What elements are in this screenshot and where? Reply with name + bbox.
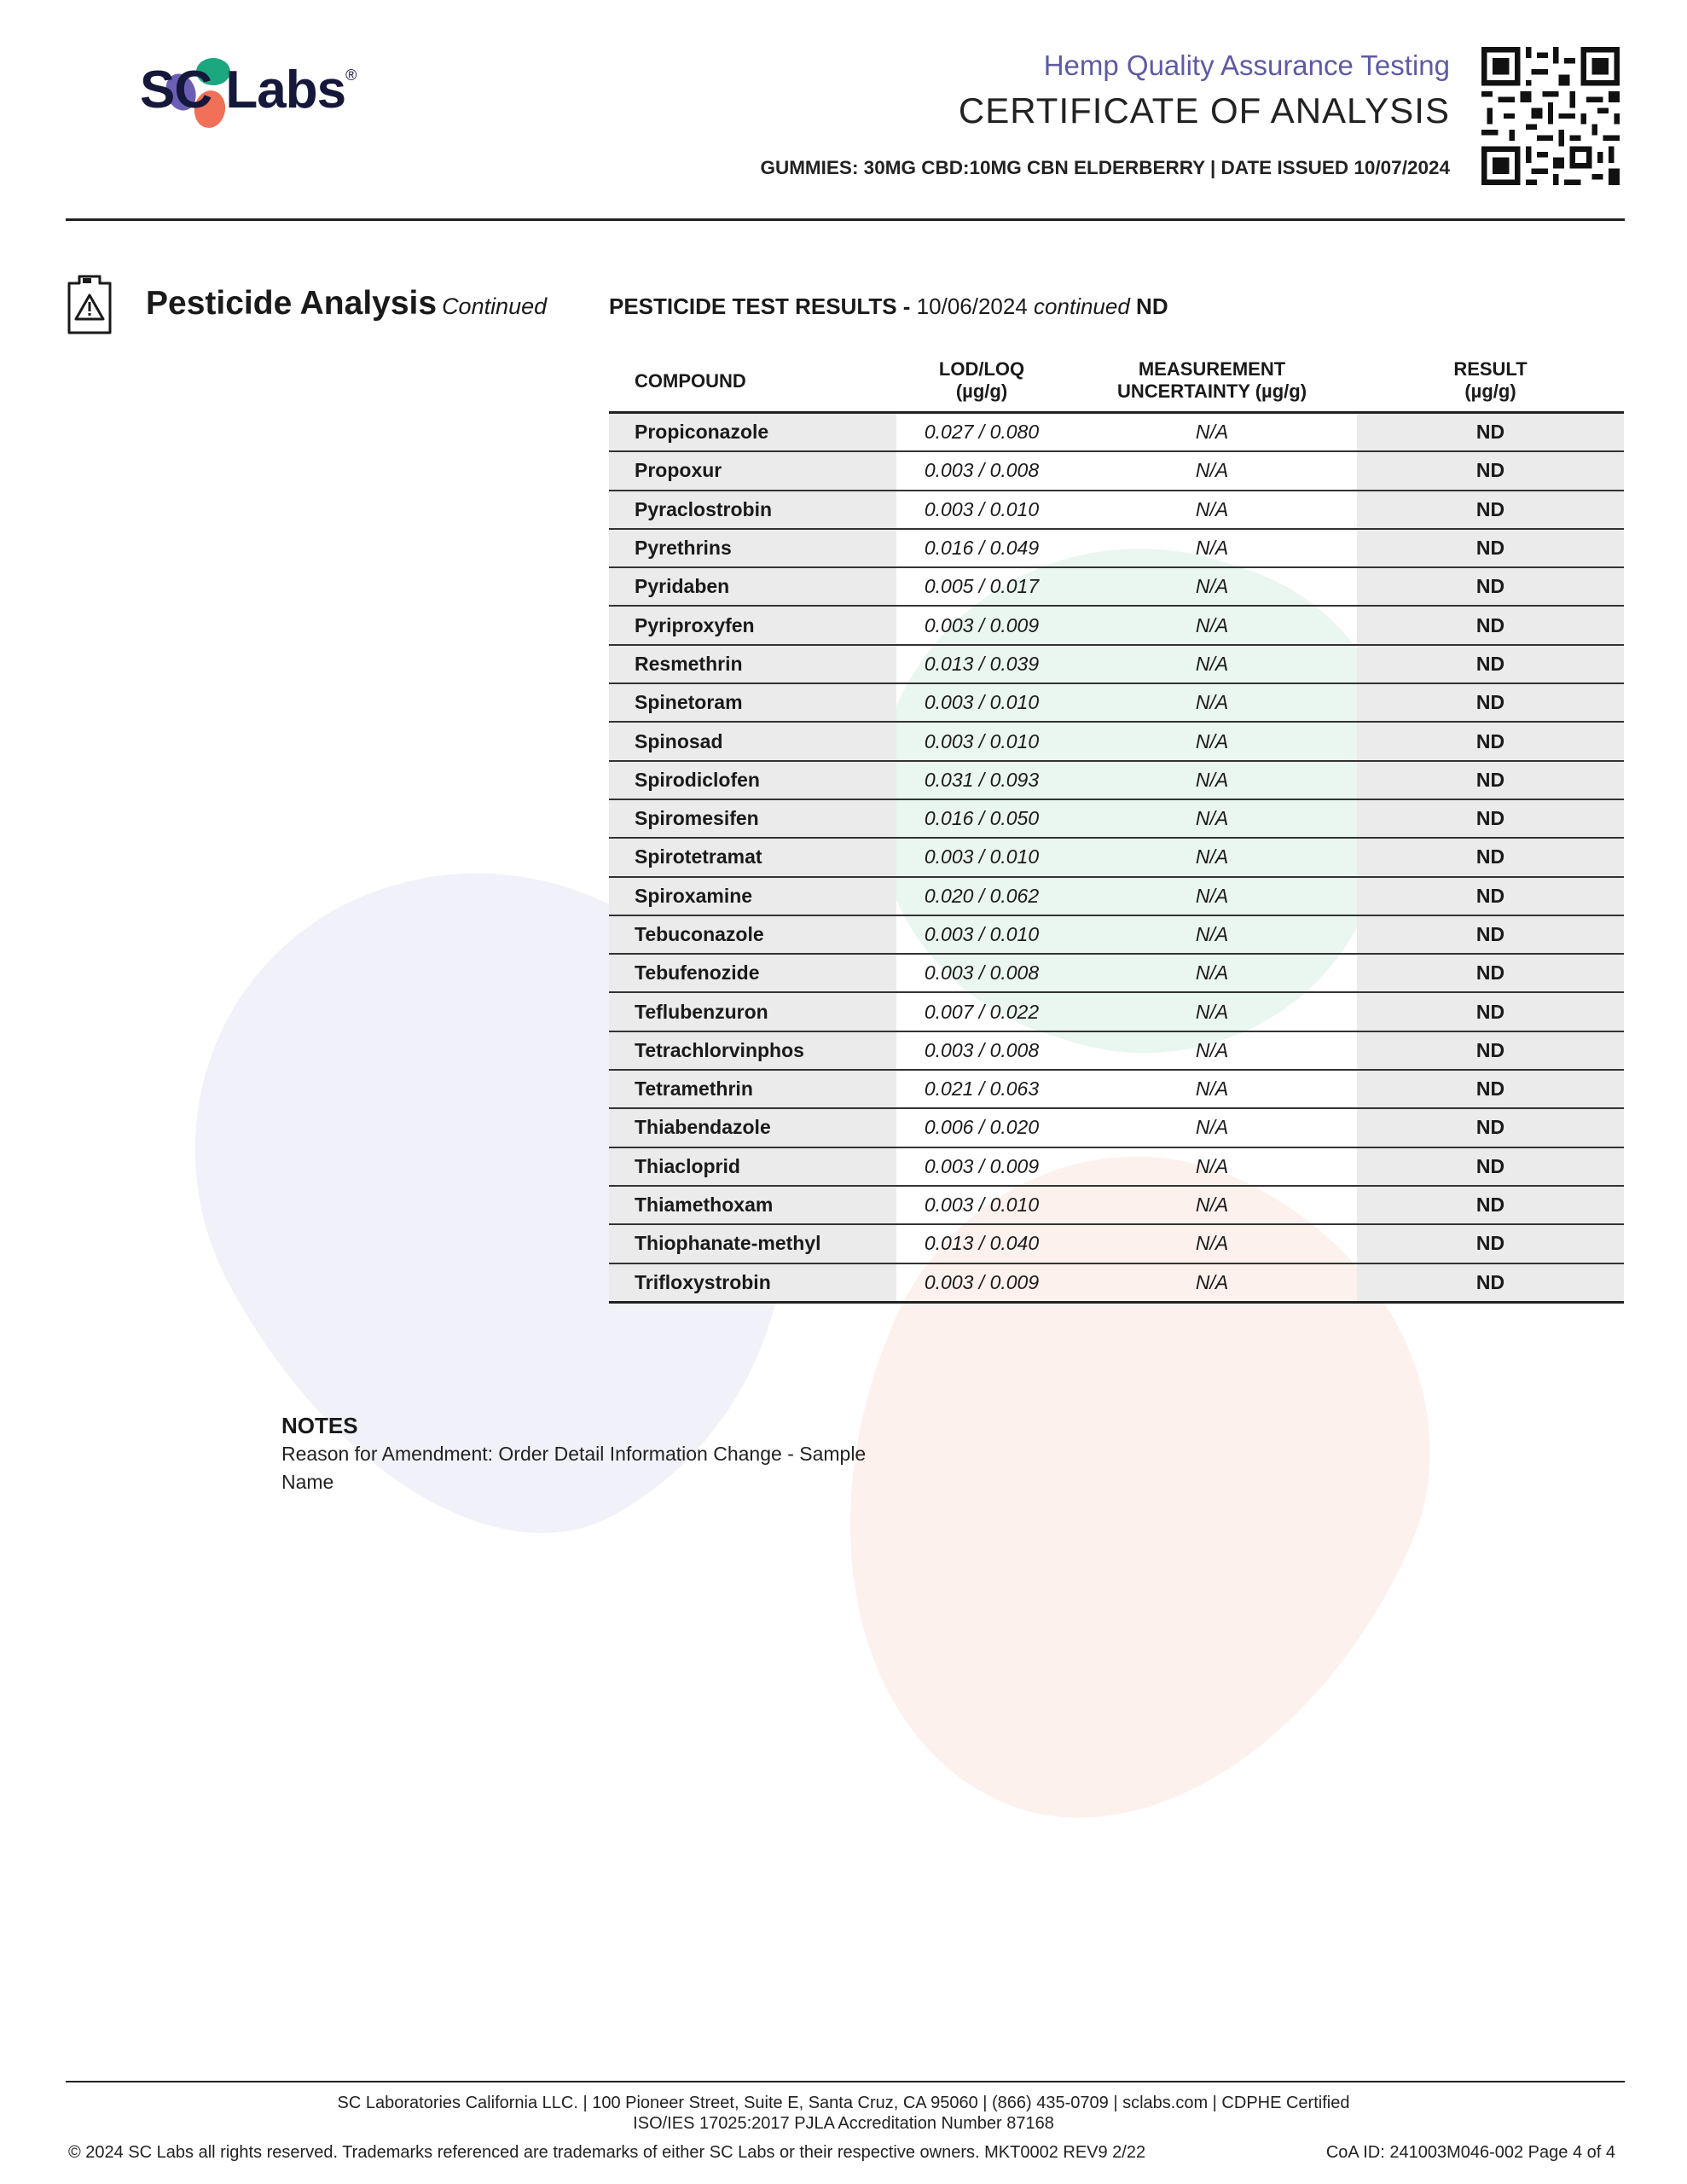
uncertainty-cell: N/A <box>1195 459 1229 482</box>
lod-loq-cell: 0.003 / 0.008 <box>924 459 1040 482</box>
table-row <box>609 800 1624 839</box>
result-cell: ND <box>1357 878 1624 915</box>
uncertainty-cell: N/A <box>1195 497 1229 520</box>
compound-cell: Thiabendazole <box>609 1109 896 1146</box>
compound-cell: Propoxur <box>609 452 896 489</box>
column-header-uncertainty-line2: UNCERTAINTY (µg/g) <box>1116 380 1307 402</box>
uncertainty-cell: N/A <box>1195 1154 1229 1177</box>
result-cell: ND <box>1357 916 1624 953</box>
table-row <box>609 1225 1624 1263</box>
lod-loq-cell: 0.003 / 0.010 <box>924 923 1040 945</box>
compound-cell: Pyrethrins <box>609 530 896 566</box>
uncertainty-cell: N/A <box>1195 807 1229 830</box>
uncertainty-cell: N/A <box>1195 729 1229 752</box>
header-subtitle: Hemp Quality Assurance Testing <box>1043 49 1450 81</box>
compound-cell: Resmethrin <box>609 646 896 682</box>
header-title: CERTIFICATE OF ANALYSIS <box>958 90 1450 131</box>
uncertainty-cell: N/A <box>1195 537 1229 560</box>
lod-loq-cell: 0.021 / 0.063 <box>924 1077 1040 1101</box>
result-cell: ND <box>1357 800 1624 837</box>
lod-loq-cell: 0.005 / 0.017 <box>924 575 1040 598</box>
footer-address: SC Laboratories California LLC. | 100 Pioneer Street, Suite E, Santa Cruz, CA 95060 | (866) 435-0709 | sclabs.com | CDPHE Certified <box>337 2094 1350 2112</box>
lod-loq-cell: 0.006 / 0.020 <box>924 1116 1040 1139</box>
footer-accreditation: ISO/IES 17025:2017 PJLA Accreditation Number 87168 <box>633 2114 1054 2133</box>
results-heading-date: 10/06/2024 <box>916 293 1028 319</box>
result-cell: ND <box>1357 839 1624 875</box>
header-divider <box>66 218 1625 221</box>
table-body <box>609 414 1624 1304</box>
uncertainty-cell: N/A <box>1195 961 1229 985</box>
uncertainty-cell: N/A <box>1195 1270 1229 1293</box>
uncertainty-cell: N/A <box>1195 923 1229 945</box>
column-header-uncertainty-line1: MEASUREMENT <box>1138 358 1286 380</box>
uncertainty-cell: N/A <box>1195 1077 1229 1101</box>
table-row <box>609 684 1624 723</box>
result-cell: ND <box>1357 1071 1624 1107</box>
table-row <box>609 1264 1624 1304</box>
compound-cell: Spinetoram <box>609 684 896 721</box>
footer-copyright: © 2024 SC Labs all rights reserved. Trademarks referenced are trademarks of either SC Labs or their respective owners. MKT0002 REV9 2/22 <box>68 2143 1146 2162</box>
compound-cell: Spirodiclofen <box>609 762 896 799</box>
uncertainty-cell: N/A <box>1195 613 1229 636</box>
pesticide-results-table <box>609 351 1624 1304</box>
result-cell: ND <box>1357 684 1624 721</box>
footer-divider <box>66 2081 1625 2082</box>
result-cell: ND <box>1357 491 1624 528</box>
uncertainty-cell: N/A <box>1195 1038 1229 1061</box>
compound-cell: Pyriproxyfen <box>609 607 896 643</box>
lod-loq-cell: 0.003 / 0.010 <box>924 497 1040 520</box>
column-header-lod-loq <box>896 358 1067 403</box>
lod-loq-cell: 0.003 / 0.008 <box>924 1038 1040 1061</box>
notes-title: NOTES <box>281 1413 358 1438</box>
table-row <box>609 955 1624 993</box>
table-row <box>609 452 1624 491</box>
result-cell: ND <box>1357 530 1624 566</box>
uncertainty-cell: N/A <box>1195 1000 1229 1023</box>
lod-loq-cell: 0.003 / 0.010 <box>924 691 1040 714</box>
table-row <box>609 568 1624 607</box>
table-row <box>609 762 1624 800</box>
qr-code-icon[interactable] <box>1481 47 1620 185</box>
compound-cell: Pyraclostrobin <box>609 491 896 528</box>
column-header-compound: COMPOUND <box>635 370 746 392</box>
product-meta: GUMMIES: 30MG CBD:10MG CBN ELDERBERRY | DATE ISSUED 10/07/2024 <box>760 157 1450 178</box>
compound-cell: Tetramethrin <box>609 1071 896 1107</box>
result-cell: ND <box>1357 414 1624 450</box>
uncertainty-cell: N/A <box>1195 1194 1229 1217</box>
uncertainty-cell: N/A <box>1195 1116 1229 1139</box>
result-cell: ND <box>1357 1264 1624 1301</box>
lod-loq-cell: 0.003 / 0.009 <box>924 1154 1040 1177</box>
brand-name: SC Labs <box>140 61 346 119</box>
lod-loq-cell: 0.003 / 0.009 <box>924 613 1040 636</box>
section-title-text: Pesticide Analysis <box>146 285 438 322</box>
result-cell: ND <box>1357 568 1624 605</box>
column-header-lod-loq-line1: LOD/LOQ <box>938 358 1025 380</box>
result-cell: ND <box>1357 1225 1624 1262</box>
uncertainty-cell: N/A <box>1195 768 1229 791</box>
results-heading-label: PESTICIDE TEST RESULTS - <box>609 293 917 319</box>
table-row <box>609 414 1624 452</box>
result-cell: ND <box>1357 1187 1624 1223</box>
table-row <box>609 530 1624 568</box>
table-header <box>609 351 1624 414</box>
compound-cell: Thiamethoxam <box>609 1187 896 1223</box>
compound-cell: Spinosad <box>609 723 896 759</box>
result-cell: ND <box>1357 993 1624 1030</box>
lod-loq-cell: 0.020 / 0.062 <box>924 884 1040 907</box>
column-header-result-line1: RESULT <box>1453 358 1528 380</box>
result-cell: ND <box>1357 452 1624 489</box>
table-row <box>609 878 1624 916</box>
section-title <box>146 285 547 322</box>
table-row <box>609 607 1624 645</box>
table-row <box>609 916 1624 955</box>
uncertainty-cell: N/A <box>1195 1232 1229 1255</box>
lod-loq-cell: 0.003 / 0.010 <box>924 1194 1040 1217</box>
uncertainty-cell: N/A <box>1195 652 1229 675</box>
lod-loq-cell: 0.031 / 0.093 <box>924 768 1040 791</box>
table-row <box>609 646 1624 684</box>
compound-cell: Thiophanate-methyl <box>609 1225 896 1262</box>
compound-cell: Teflubenzuron <box>609 993 896 1030</box>
table-row <box>609 1148 1624 1187</box>
lod-loq-cell: 0.013 / 0.039 <box>924 652 1040 675</box>
result-cell: ND <box>1357 1032 1624 1069</box>
table-row <box>609 1032 1624 1071</box>
lod-loq-cell: 0.003 / 0.009 <box>924 1270 1040 1293</box>
lod-loq-cell: 0.016 / 0.049 <box>924 537 1040 560</box>
table-row <box>609 723 1624 761</box>
result-cell: ND <box>1357 607 1624 643</box>
uncertainty-cell: N/A <box>1195 845 1229 868</box>
compound-cell: Propiconazole <box>609 414 896 450</box>
result-cell: ND <box>1357 723 1624 759</box>
brand-wordmark: SC Labs® <box>140 61 357 119</box>
result-cell: ND <box>1357 646 1624 682</box>
uncertainty-cell: N/A <box>1195 421 1229 444</box>
compound-cell: Thiacloprid <box>609 1148 896 1185</box>
compound-cell: Tetrachlorvinphos <box>609 1032 896 1069</box>
column-header-lod-loq-line2: (µg/g) <box>955 380 1008 402</box>
uncertainty-cell: N/A <box>1195 575 1229 598</box>
compound-cell: Tebufenozide <box>609 955 896 991</box>
footer-coa-id: CoA ID: 241003M046-002 Page 4 of 4 <box>1325 2143 1615 2162</box>
compound-cell: Spiromesifen <box>609 800 896 837</box>
compound-cell: Spiroxamine <box>609 878 896 915</box>
compound-cell: Trifloxystrobin <box>609 1264 896 1301</box>
column-header-result-line2: (µg/g) <box>1464 380 1516 402</box>
column-header-uncertainty <box>1067 358 1357 403</box>
compound-cell: Pyridaben <box>609 568 896 605</box>
column-header-result <box>1357 358 1624 403</box>
lod-loq-cell: 0.007 / 0.022 <box>924 1000 1040 1023</box>
table-row <box>609 993 1624 1031</box>
lod-loq-cell: 0.016 / 0.050 <box>924 807 1040 830</box>
result-cell: ND <box>1357 955 1624 991</box>
table-row <box>609 1187 1624 1225</box>
compound-cell: Tebuconazole <box>609 916 896 953</box>
result-cell: ND <box>1357 1148 1624 1185</box>
result-cell: ND <box>1357 1109 1624 1146</box>
results-heading-continued: continued <box>1034 293 1130 319</box>
lod-loq-cell: 0.003 / 0.008 <box>924 961 1040 985</box>
lod-loq-cell: 0.003 / 0.010 <box>924 729 1040 752</box>
uncertainty-cell: N/A <box>1195 884 1229 907</box>
table-row <box>609 1071 1624 1109</box>
results-heading-status: ND <box>1136 293 1168 319</box>
table-row <box>609 1109 1624 1147</box>
result-cell: ND <box>1357 762 1624 799</box>
lod-loq-cell: 0.003 / 0.010 <box>924 845 1040 868</box>
table-row <box>609 491 1624 530</box>
results-heading <box>609 293 1168 320</box>
notes-text: Reason for Amendment: Order Detail Information Change - Sample Name <box>281 1443 867 1493</box>
lod-loq-cell: 0.027 / 0.080 <box>924 421 1040 444</box>
compound-cell: Spirotetramat <box>609 839 896 875</box>
pesticide-canister-icon <box>66 273 113 336</box>
table-row <box>609 839 1624 877</box>
section-continued-label: Continued <box>442 293 548 319</box>
lod-loq-cell: 0.013 / 0.040 <box>924 1232 1040 1255</box>
uncertainty-cell: N/A <box>1195 691 1229 714</box>
